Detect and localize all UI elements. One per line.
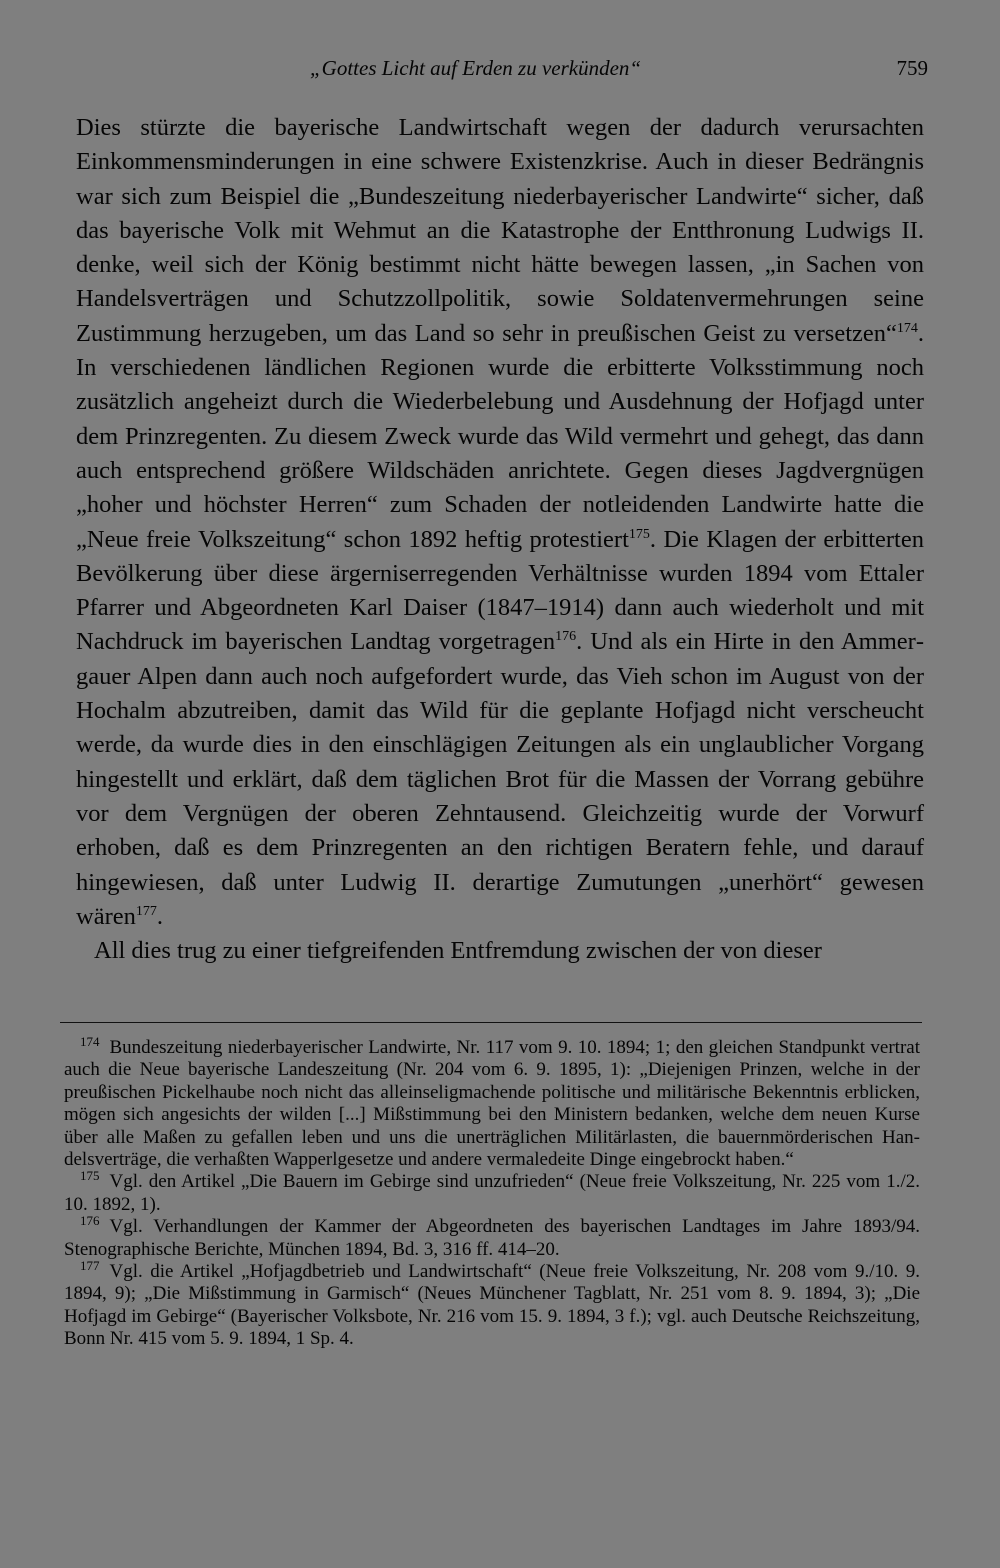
footnote-176 <box>64 1212 920 1261</box>
paragraph <box>76 111 924 934</box>
footnote-mark: 174 <box>80 1033 100 1049</box>
running-head-title: „Gottes Licht auf Erden zu verkünden“ <box>310 56 642 80</box>
footnote-175 <box>64 1168 920 1216</box>
footnote-mark: 175 <box>80 1168 100 1184</box>
text-run: . <box>156 902 163 930</box>
footnote-ref: 175 <box>628 526 650 542</box>
text-run: Dies stürzte die bayerische Landwirtschaft wegen der dadurch verursachten Einkommensminderungen in eine schwere Existenzkrise. Auch in dieser Bedrängnis war sich zum Beispiel die „Bundeszeitung niederbayerischer Landwirte“ sicher, daß das bayerische Volk mit Wehmut an die Katastrophe der Entthronung Ludwigs II. denke, weil sich der König bestimmt nicht hätte bewegen lassen, „in Sachen von Handelsverträgen und Schutzzollpolitik, sowie Soldatenvermehrungen seine Zustimmung herzugeben, um das Land so sehr in preußischen Geist zu versetzen“ <box>76 114 924 347</box>
main-text <box>76 111 924 968</box>
text-run: . In verschiedenen ländlichen Regionen wurde die erbitterte Volksstimmung noch zusätzlich angeheizt durch die Wiederbelebung und Ausdehnung der Hofjagd unter dem Prinzregenten. Zu diesem Zweck wurde das Wild vermehrt und gehegt, das dann auch entsprechend größere Wildschäden anrichtete. Gegen dieses Jagdvergnügen „hoher und höchster Herren“ zum Schaden der notleidenden Landwirte hatte die „Neue freie Volkszeitung“ schon 1892 heftig protestiert <box>76 319 924 553</box>
paragraph: All dies trug zu einer tiefgreifenden Entfremdung zwischen der von dieser <box>94 937 822 965</box>
footnote-ref: 176 <box>555 629 577 645</box>
footnote-divider <box>60 1022 922 1023</box>
text-run: . Und als ein Hirte in den Ammergauer Alpen dann auch noch aufgefordert wurde, das Vieh schon im August von der Hochalm abzutreiben, damit das Wild für die geplante Hofjagd nicht verscheucht werde, da wurde dies in den einschlägigen Zeitungen als ein unglaublicher Vorgang hingestellt und erklärt, daß dem täglichen Brot für die Massen der Vorrang gebühre vor dem Vergnügen der oberen Zehntausend. Gleichzeitig wurde der Vorwurf erhoben, daß es dem Prinzregenten an den richtigen Beratern fehle, und darauf hingewiesen, daß unter Ludwig II. derartige Zumutungen „unerhört“ gewesen wären <box>76 628 924 930</box>
footnote-mark: 176 <box>80 1212 100 1228</box>
footnote-mark: 177 <box>80 1257 100 1273</box>
footnote-ref: 177 <box>135 903 157 919</box>
footnote-174 <box>64 1033 920 1171</box>
footnotes <box>64 1033 920 1351</box>
footnote-text: Vgl. den Artikel „Die Bauern im Gebirge sind unzufrieden“ (Neue freie Volkszeitung, Nr. 225 vom 1./2. 10. 1892, 1). <box>64 1171 920 1215</box>
footnote-text: Bundeszeitung niederbayerischer Landwirte, Nr. 117 vom 9. 10. 1894; 1; den gleichen Standpunkt vertrat auch die Neue bayerische Landeszeitung (Nr. 204 vom 6. 9. 1895, 1): „Diejenigen Prinzen, welche in der preußischen Pickelhaube noch nicht das alleinseligmachende politische und militärische Bekenntnis erblicken, mögen sich angesichts der wilden [...] Mißstimmung bei den Ministern bedanken, welche dem neuen Kurse über alle Maßen zu gefallen leben und uns die unerträglichen Militärlasten, die bauernmörderischen Handelsverträge, die verhaßten Wapperlgesetze und andere vermaledeite Dinge eingebrockt haben.“ <box>64 1037 920 1171</box>
page-number: 759 <box>896 56 928 80</box>
footnote-text: Vgl. die Artikel „Hofjagdbetrieb und Landwirtschaft“ (Neue freie Volkszeitung, Nr. 208 vom 9./10. 9. 1894, 9); „Die Mißstimmung in Garmisch“ (Neues Münchener Tagblatt, Nr. 251 vom 8. 9. 1894, 3); „Die Hofjagd im Gebirge“ (Bayerischer Volksbote, Nr. 216 vom 15. 9. 1894, 3 f.); vgl. auch Deutsche Reichszeitung, Bonn Nr. 415 vom 5. 9. 1894, 1 Sp. 4. <box>64 1261 920 1350</box>
footnote-ref: 174 <box>896 320 918 336</box>
footnote-177 <box>64 1257 920 1351</box>
footnote-text: Vgl. Verhandlungen der Kammer der Abgeordneten des bayerischen Landtages im Jahre 1893/94. Stenographische Berichte, München 1894, Bd. 3, 316 ff. 414–20. <box>64 1216 920 1260</box>
text-run: . Die Klagen der erbitterten Bevölkerung über diese ärgerniserregenden Verhältnisse wurden 1894 vom Ettaler Pfarrer und Abgeordneten Karl Daiser (1847–1914) dann auch wiederholt und mit Nachdruck im bayerischen Landtag vorgetragen <box>76 525 924 656</box>
